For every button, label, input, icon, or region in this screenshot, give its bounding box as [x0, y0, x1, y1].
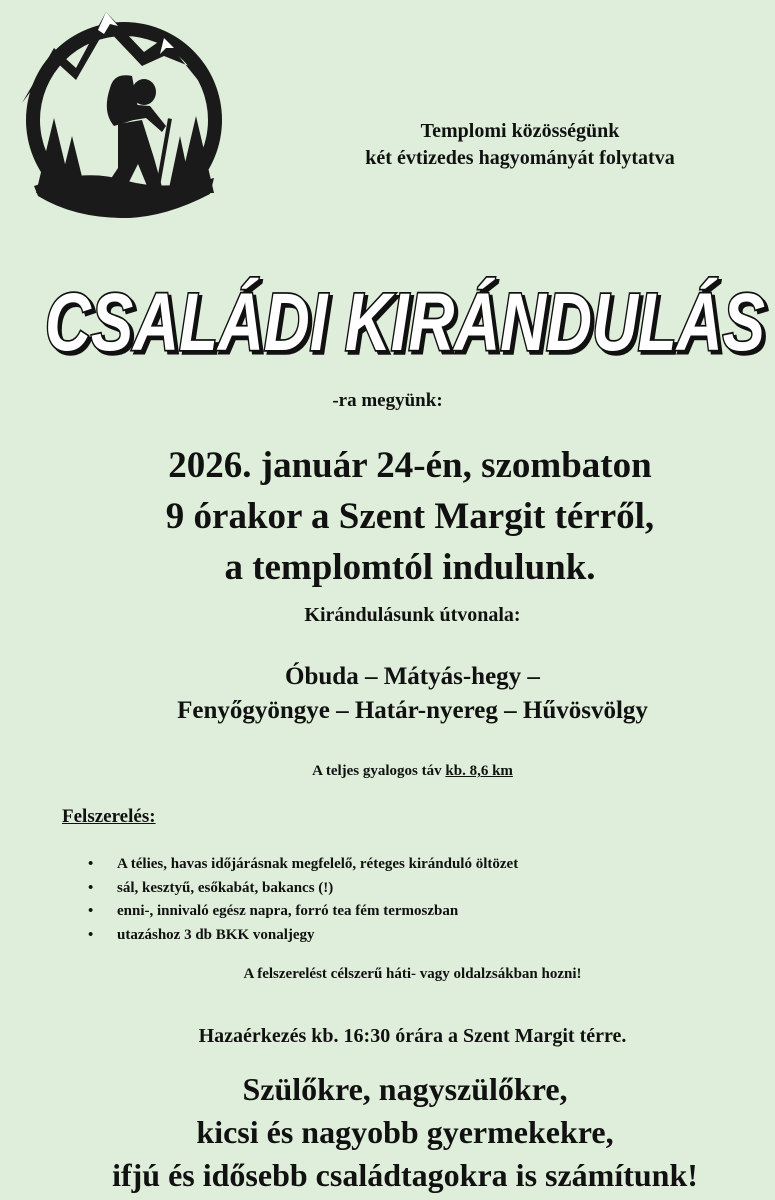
intro-line-2: két évtizedes hagyományát folytatva: [365, 147, 675, 169]
list-item: [88, 877, 518, 901]
distance-label: A teljes gyalogos táv: [312, 763, 442, 779]
event-time-place: 9 órakor a Szent Margit térről,: [165, 496, 655, 537]
closing-line-2: kicsi és nagyobb gyermekekre,: [196, 1114, 614, 1150]
main-title: [40, 272, 770, 367]
main-title-text: CSALÁDI KIRÁNDULÁS: [45, 277, 765, 367]
return-info: Hazaérkezés kb. 16:30 órára a Szent Margit térre.: [198, 1025, 627, 1047]
route: [0, 660, 775, 728]
equipment-item-text: enni-, innivaló egész napra, forró tea fém termoszban: [117, 903, 459, 919]
intro-text: [300, 118, 740, 172]
route-line-2: Fenyőgyöngye – Határ-nyereg – Hűvösvölgy: [177, 697, 648, 724]
intro-line-1: Templomi közösségünk: [420, 120, 620, 142]
bullet-icon: •: [88, 926, 94, 943]
equipment-item-text: utazáshoz 3 db BKK vonaljegy: [117, 926, 315, 943]
equipment-note: A felszerelést célszerű háti- vagy oldalzsákban hozni!: [243, 966, 582, 982]
closing-line-3: ifjú és idősebb családtagokra is számítunk!: [112, 1157, 698, 1193]
route-line-1: Óbuda – Mátyás-hegy –: [285, 663, 540, 690]
closing-invitation: [40, 1068, 770, 1197]
equipment-item-text: A télies, havas időjárásnak megfelelő, réteges kiránduló öltözet: [117, 856, 519, 872]
equipment-heading: Felszerelés:: [62, 806, 156, 827]
equipment-list: [88, 853, 518, 947]
list-item: [88, 900, 518, 924]
distance-value: kb. 8,6 km: [445, 763, 513, 779]
list-item: [88, 924, 518, 948]
bullet-icon: •: [88, 856, 94, 872]
bullet-icon: •: [88, 903, 94, 919]
equipment-item-text: sál, kesztyű, esőkabát, bakancs (!): [117, 879, 334, 896]
hiker-logo-icon: [14, 8, 236, 222]
event-date: 2026. január 24-én, szombaton: [168, 445, 652, 486]
bullet-icon: •: [88, 879, 94, 896]
distance: [0, 763, 775, 780]
closing-line-1: Szülőkre, nagyszülőkre,: [242, 1071, 568, 1107]
event-start: a templomtól indulunk.: [224, 547, 596, 588]
list-item: [88, 853, 518, 877]
event-details: [60, 440, 760, 593]
route-heading: Kirándulásunk útvonala:: [304, 604, 521, 626]
subtitle: -ra megyünk:: [332, 390, 443, 411]
